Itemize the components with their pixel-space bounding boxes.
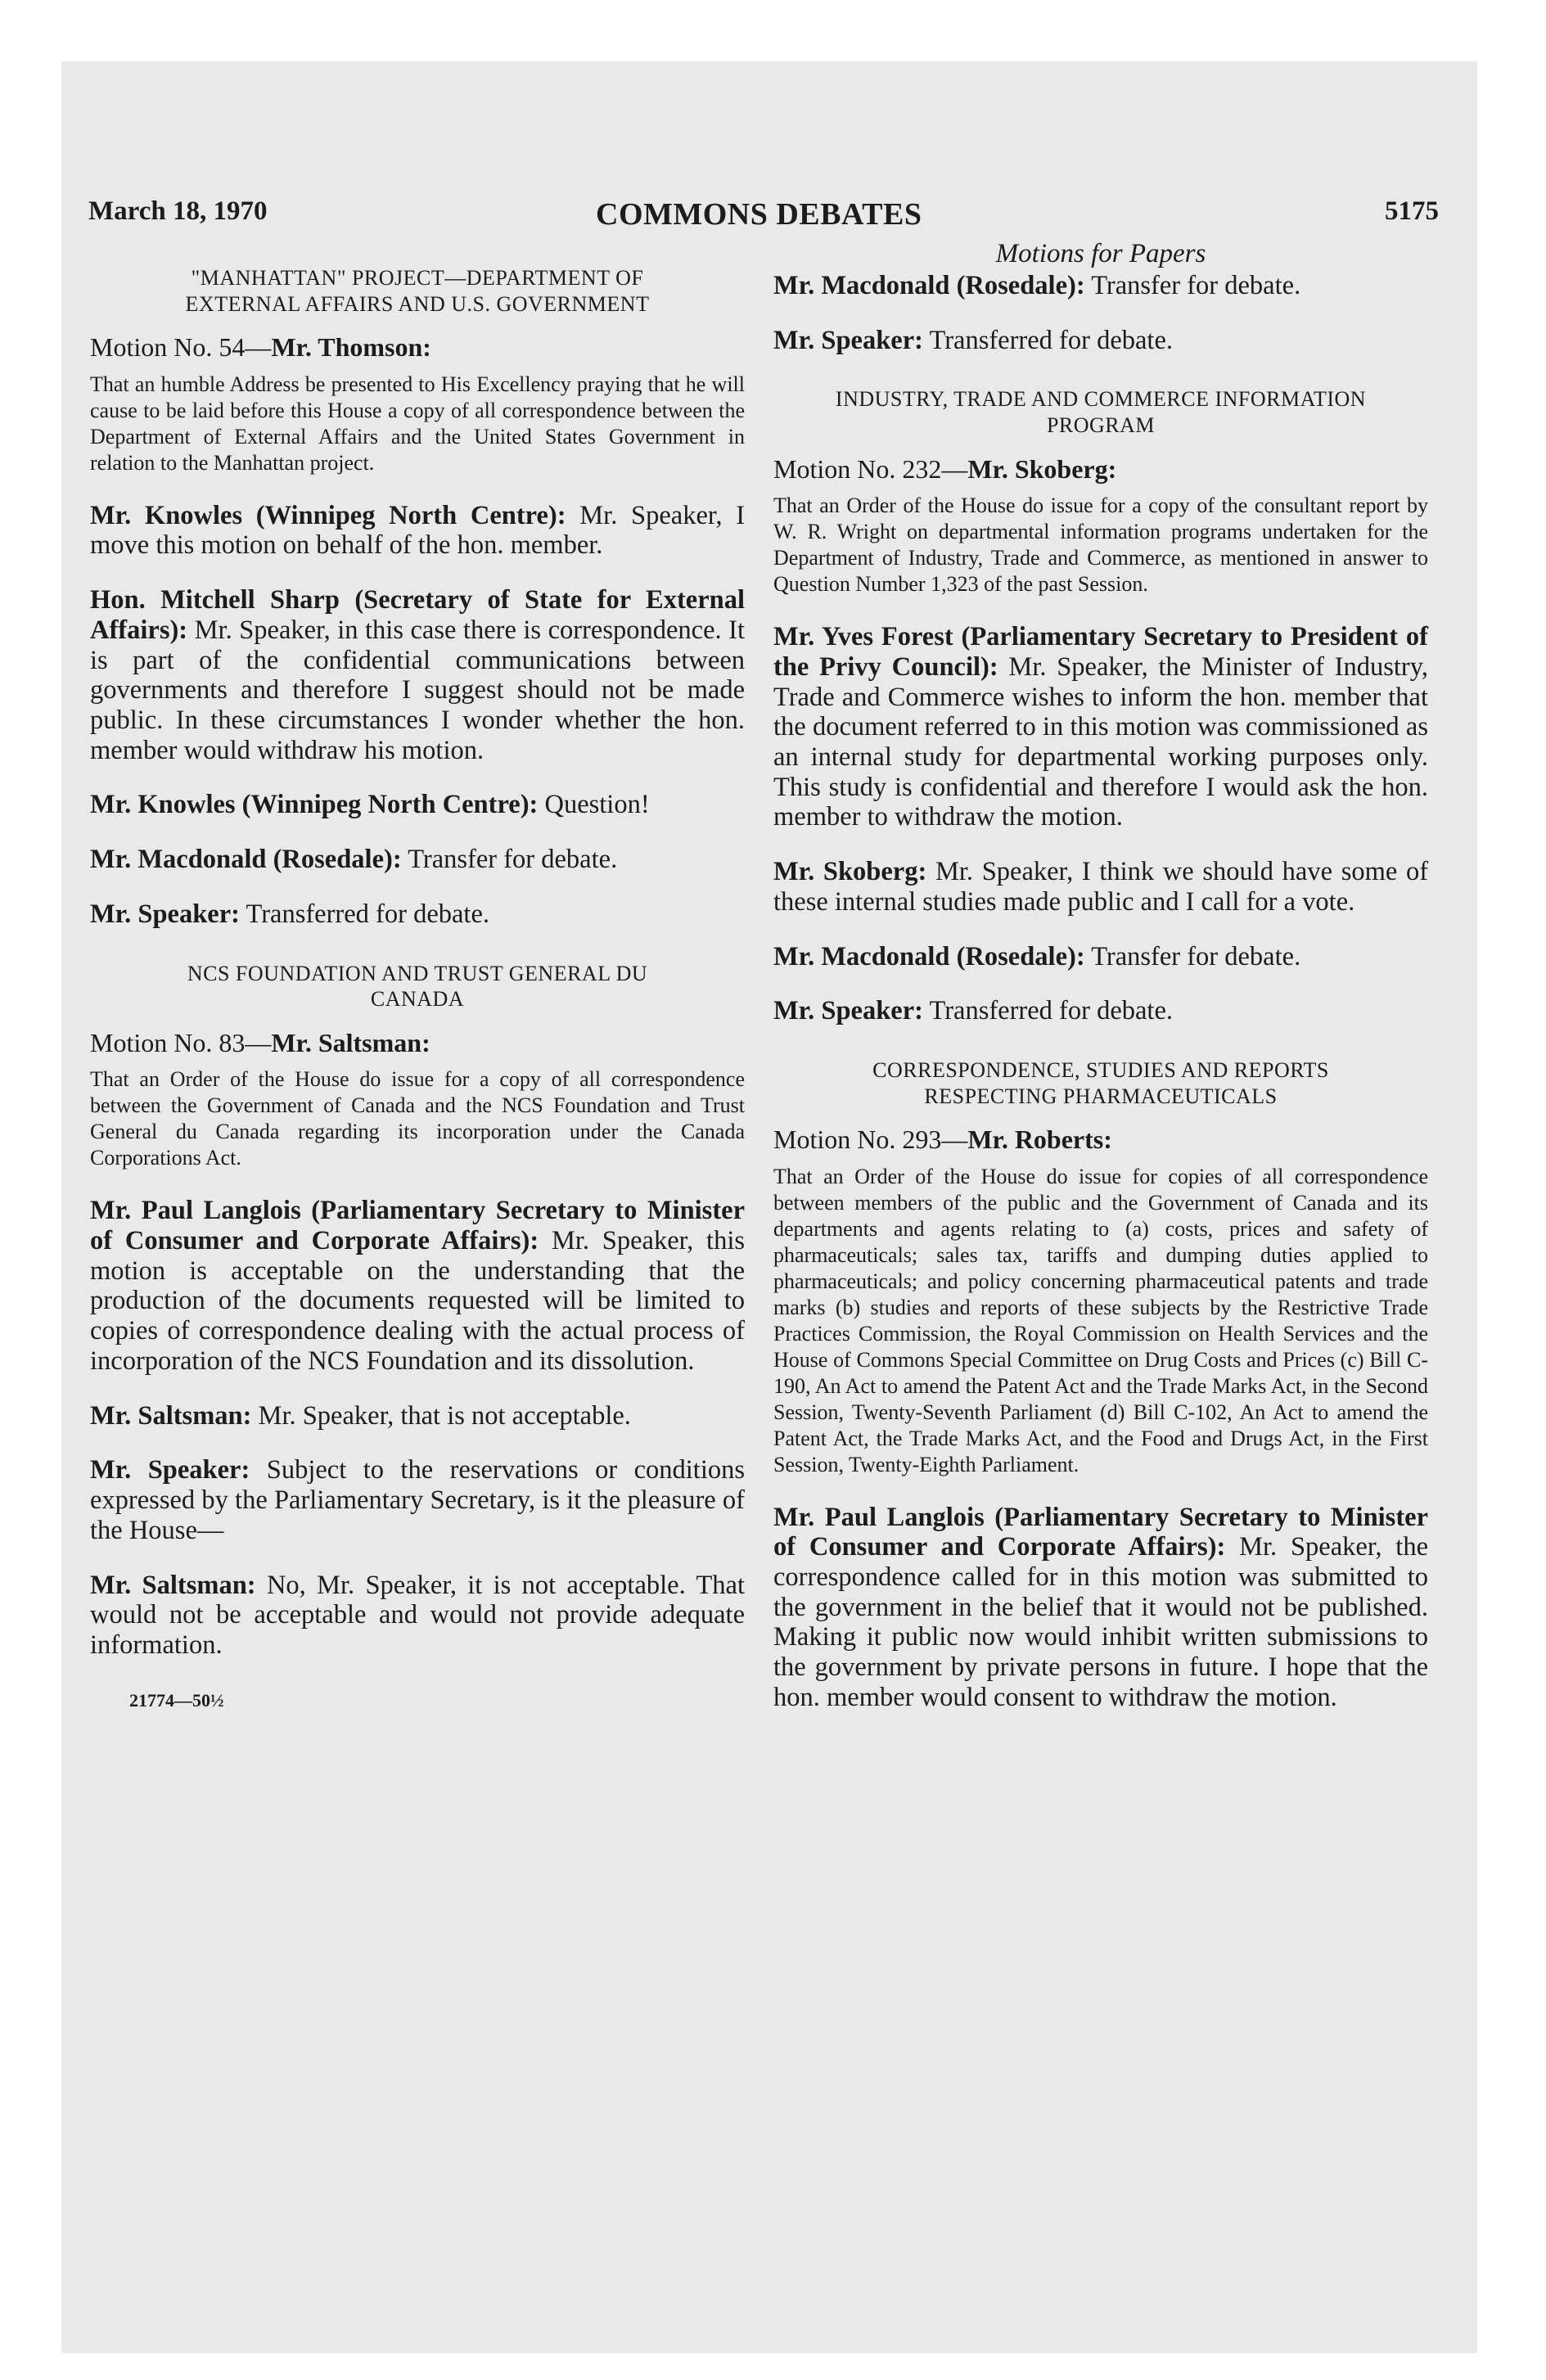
speech bbox=[773, 326, 1428, 356]
speech-text: Subject to the reservations or conditions expressed by the Parliamentary Secretary, is it the pleasure of the House— bbox=[90, 1455, 746, 1545]
speech-text: Transferred for debate. bbox=[929, 325, 1173, 355]
motion-number: Motion No. 232— bbox=[773, 453, 968, 484]
speech-text: Question! bbox=[544, 790, 650, 820]
speech bbox=[90, 845, 745, 875]
section-heading: CORRESPONDENCE, STUDIES AND REPORTS RESPECTING PHARMACEUTICALS bbox=[872, 1058, 1329, 1108]
speech-text: Mr. Speaker, the Minister of Industry, Trade and Commerce wishes to inform the hon. member that the document referred to in this motion was commissioned as an internal study for departmental working purposes only. This study is confidential and therefore I would ask the hon. member to withdraw the motion. bbox=[773, 651, 1429, 832]
speech bbox=[773, 1503, 1428, 1713]
motion-text: That an Order of the House do issue for a copy of all correspondence between the Government of Canada and the NCS Foundation and Trust General du Canada regarding its incorporation under the Canada Corporations Act. bbox=[90, 1067, 745, 1170]
speech-text: Transferred for debate. bbox=[929, 996, 1173, 1026]
speech-text: No, Mr. Speaker, it is not acceptable. That would not be acceptable and would not provide adequate information. bbox=[90, 1570, 746, 1660]
motion-mover: Mr. Saltsman: bbox=[271, 1028, 430, 1058]
left-column bbox=[90, 239, 745, 1711]
speaker-name: Mr. Speaker: bbox=[773, 325, 923, 355]
speaker-name: Hon. Mitchell Sharp (Secretary of State for External Affairs): bbox=[90, 585, 745, 645]
motion-text: That an humble Address be presented to His Excellency praying that he will cause to be laid before this House a copy of all correspondence between the Department of External Affairs and the United States Government in relation to the Manhattan project. bbox=[90, 372, 745, 475]
speaker-name: Mr. Knowles (Winnipeg North Centre): bbox=[90, 790, 539, 820]
section-heading: INDUSTRY, TRADE AND COMMERCE INFORMATION PROGRAM bbox=[835, 387, 1367, 438]
speaker-name: Mr. Skoberg: bbox=[773, 857, 927, 887]
speaker-name: Mr. Macdonald (Rosedale): bbox=[773, 941, 1085, 971]
speech bbox=[90, 501, 745, 561]
speaker-name: Mr. Paul Langlois (Parliamentary Secretary to Minister of Consumer and Corporate Affairs): bbox=[90, 1196, 745, 1256]
speech bbox=[90, 585, 745, 765]
motion-number: Motion No. 293— bbox=[773, 1125, 968, 1155]
speaker-name: Mr. Macdonald (Rosedale): bbox=[773, 271, 1085, 300]
speech bbox=[90, 790, 745, 820]
motion-number: Motion No. 54— bbox=[90, 332, 272, 363]
speech-text: Mr. Speaker, that is not acceptable. bbox=[258, 1400, 631, 1431]
speaker-name: Mr. Speaker: bbox=[773, 996, 923, 1026]
speech-text: Mr. Speaker, I move this motion on behalf of the hon. member. bbox=[90, 500, 746, 561]
speaker-name: Mr. Paul Langlois (Parliamentary Secretary to Minister of Consumer and Corporate Affairs): bbox=[773, 1502, 1428, 1562]
speech bbox=[773, 857, 1428, 917]
speaker-name: Mr. Saltsman: bbox=[90, 1400, 252, 1431]
speaker-name: Mr. Speaker: bbox=[90, 899, 240, 929]
motion-text: That an Order of the House do issue for a copy of the consultant report by W. R. Wright on departmental information programs undertaken for the Department of Industry, Trade and Commerce, as mentioned in answer to Question Number 1,323 of the past Session. bbox=[773, 494, 1428, 597]
speech bbox=[90, 1455, 745, 1545]
speech bbox=[90, 1571, 745, 1661]
speech bbox=[90, 1401, 745, 1431]
speech bbox=[773, 622, 1428, 832]
header-date: March 18, 1970 bbox=[88, 196, 268, 226]
speech-text: Mr. Speaker, in this case there is correspondence. It is part of the confidential communications between governments and therefore I suggest should not be made public. In these circumstances I wonder whether the hon. member would withdraw his motion. bbox=[90, 615, 745, 765]
subsection-heading: Motions for Papers bbox=[995, 239, 1206, 268]
speech-text: Mr. Speaker, I think we should have some of these internal studies made public and I call for a vote. bbox=[773, 857, 1429, 917]
motion-mover: Mr. Skoberg: bbox=[967, 453, 1117, 484]
speech bbox=[773, 942, 1428, 972]
speech-text: Transfer for debate. bbox=[408, 845, 618, 875]
speech-text: Transfer for debate. bbox=[1091, 271, 1301, 300]
speaker-name: Mr. Yves Forest (Parliamentary Secretary to President of the Privy Council): bbox=[773, 622, 1428, 682]
speaker-name: Mr. Knowles (Winnipeg North Centre): bbox=[90, 500, 566, 530]
motion-line bbox=[773, 1124, 1428, 1155]
motion-mover: Mr. Roberts: bbox=[967, 1125, 1112, 1155]
motion-line bbox=[90, 1027, 745, 1058]
speaker-name: Mr. Speaker: bbox=[90, 1455, 250, 1485]
speech bbox=[90, 899, 745, 930]
speech bbox=[773, 996, 1428, 1026]
speech bbox=[773, 271, 1428, 301]
speech bbox=[90, 1196, 745, 1376]
motion-line bbox=[90, 331, 745, 363]
speech-text: Mr. Speaker, this motion is acceptable on the understanding that the production of the documents requested will be limited to copies of correspondence dealing with the actual process of incorporation of the NCS Foundation and its dissolution. bbox=[90, 1226, 745, 1376]
motion-line bbox=[773, 453, 1428, 485]
section-heading: "MANHATTAN" PROJECT—DEPARTMENT OF EXTERNAL AFFAIRS AND U.S. GOVERNMENT bbox=[185, 266, 650, 316]
speech-text: Mr. Speaker, the correspondence called for in this motion was submitted to the government in the belief that it would not be published. Making it public now would inhibit written submissions to the government by private persons in future. I hope that the hon. member would consent to withdraw the motion. bbox=[773, 1532, 1428, 1712]
page-number: 5175 bbox=[1385, 196, 1439, 226]
motion-text: That an Order of the House do issue for copies of all correspondence between members of the public and the Government of Canada and its departments and agents relating to (a) costs, prices and safety of pharmaceuticals; sales tax, tariffs and dumping duties applied to pharmaceuticals; and policy concerning pharmaceutical patents and trade marks (b) studies and reports of these subjects by the Restrictive Trade Practices Commission, the Royal Commission on Health Services and the House of Commons Special Committee on Drug Costs and Prices (c) Bill C-190, An Act to amend the Patent Act and the Trade Marks Act, in the Second Session, Twenty-Seventh Parliament (d) Bill C-102, An Act to amend the Patent Act, the Trade Marks Act, and the Food and Drugs Act, in the First Session, Twenty-Eighth Parliament. bbox=[773, 1164, 1428, 1476]
speaker-name: Mr. Saltsman: bbox=[90, 1570, 256, 1600]
motion-number: Motion No. 83— bbox=[90, 1028, 272, 1058]
header-title: COMMONS DEBATES bbox=[596, 197, 922, 232]
print-code: 21774—50½ bbox=[129, 1689, 224, 1711]
page-header bbox=[88, 196, 1439, 246]
section-heading: NCS FOUNDATION AND TRUST GENERAL DU CANADA bbox=[187, 961, 648, 1012]
speech-text: Transfer for debate. bbox=[1091, 941, 1301, 971]
motion-mover: Mr. Thomson: bbox=[271, 332, 431, 363]
speech-text: Transferred for debate. bbox=[246, 899, 489, 929]
right-column bbox=[773, 239, 1428, 1713]
speaker-name: Mr. Macdonald (Rosedale): bbox=[90, 845, 402, 875]
